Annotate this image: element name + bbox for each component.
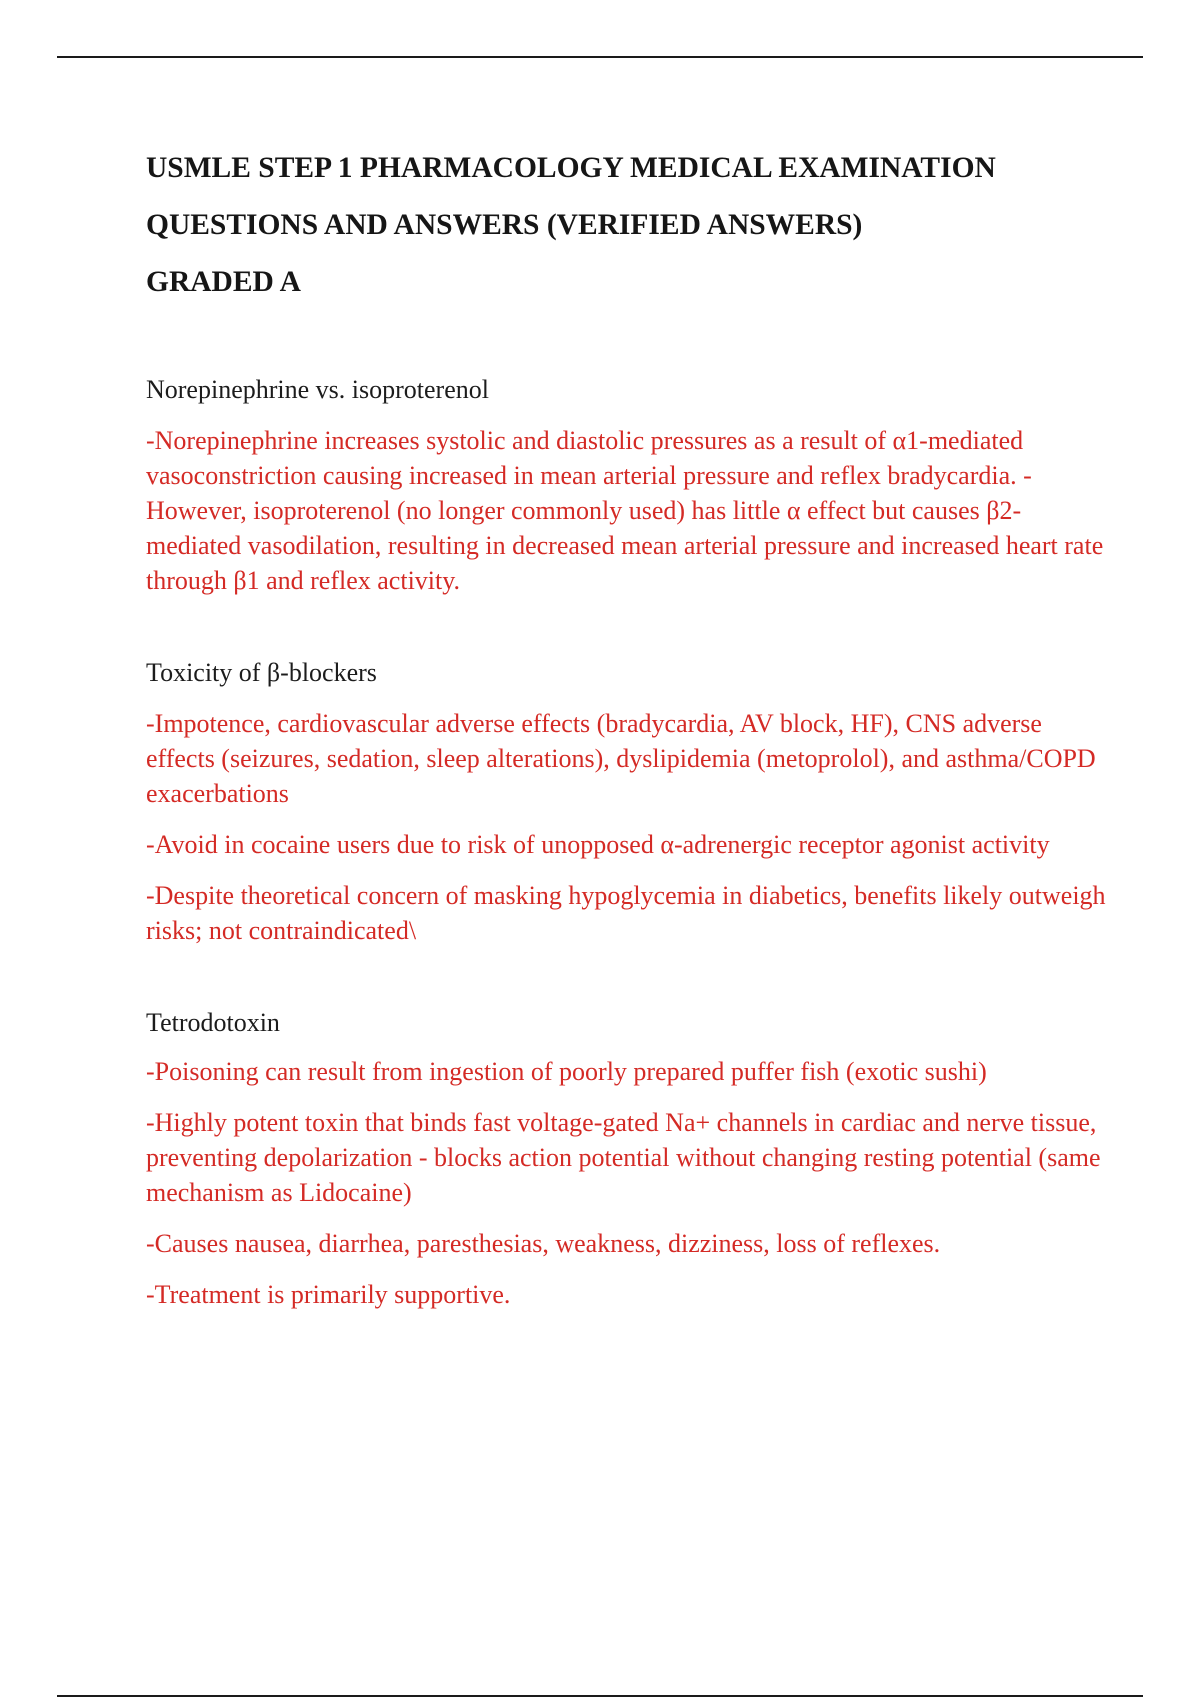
page-content	[146, 140, 1106, 1312]
title-line-3: GRADED A	[146, 266, 301, 298]
answer-paragraph: -Despite theoretical concern of masking hypoglycemia in diabetics, benefits likely outweigh risks; not contraindicated\	[146, 881, 1106, 945]
question-heading: Tetrodotoxin	[146, 1008, 280, 1037]
bottom-rule	[57, 1695, 1143, 1697]
answer-paragraph: -Causes nausea, diarrhea, paresthesias, weakness, dizziness, loss of reflexes.	[146, 1229, 941, 1258]
top-rule	[57, 56, 1143, 58]
title-line-2: QUESTIONS AND ANSWERS (VERIFIED ANSWERS)	[146, 209, 863, 241]
qa-section-norepinephrine	[146, 373, 1106, 598]
qa-section-beta-blockers	[146, 656, 1106, 948]
answer-paragraph: -Avoid in cocaine users due to risk of unopposed α-adrenergic receptor agonist activity	[146, 830, 1050, 859]
document-title	[146, 140, 1106, 311]
answer-paragraph: -Norepinephrine increases systolic and diastolic pressures as a result of α1-mediated vasoconstriction causing increased in mean arterial pressure and reflex bradycardia. -However, isoproterenol (no longer commonly used) has little α effect but causes β2-mediated vasodilation, resulting in decreased mean arterial pressure and increased heart rate through β1 and reflex activity.	[146, 426, 1104, 595]
answer-paragraph: -Treatment is primarily supportive.	[146, 1280, 511, 1309]
question-heading: Toxicity of β-blockers	[146, 658, 377, 687]
qa-section-tetrodotoxin	[146, 1006, 1106, 1312]
title-line-1: USMLE STEP 1 PHARMACOLOGY MEDICAL EXAMINATION	[146, 152, 996, 184]
answer-paragraph: -Poisoning can result from ingestion of poorly prepared puffer fish (exotic sushi)	[146, 1057, 987, 1086]
question-heading: Norepinephrine vs. isoproterenol	[146, 375, 489, 404]
answer-paragraph: -Impotence, cardiovascular adverse effects (bradycardia, AV block, HF), CNS adverse effects (seizures, sedation, sleep alterations), dyslipidemia (metoprolol), and asthma/COPD exacerbations	[146, 709, 1096, 808]
answer-paragraph: -Highly potent toxin that binds fast voltage-gated Na+ channels in cardiac and nerve tissue, preventing depolarization - blocks action potential without changing resting potential (same mechanism as Lidocaine)	[146, 1108, 1101, 1207]
